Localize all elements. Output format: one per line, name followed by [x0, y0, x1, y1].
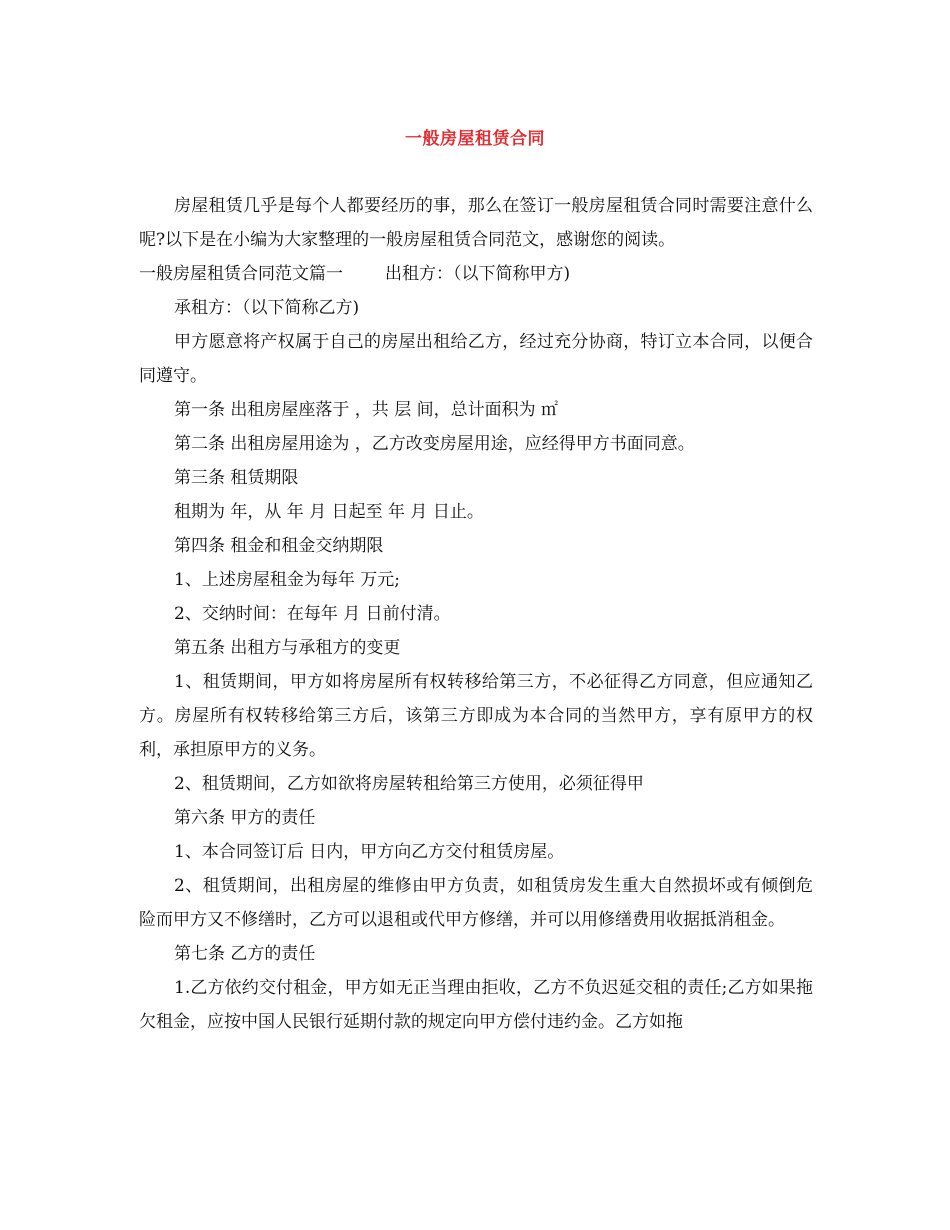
paragraph-article-6: 第六条 甲方的责任 — [174, 808, 316, 828]
paragraph-article-1: 第一条 出租房屋座落于 ，共 层 间，总计面积为 ㎡ — [174, 400, 559, 420]
paragraph-article-3: 第三条 租赁期限 — [174, 468, 299, 488]
paragraph-rent-amount: 1、上述房屋租金为每年 万元; — [174, 570, 400, 590]
paragraph-article-2: 第二条 出租房屋用途为 ，乙方改变房屋用途，应经得甲方书面同意。 — [174, 434, 695, 454]
lessor-label: 出租方：（以下简称甲方) — [385, 264, 571, 284]
intro-paragraph: 房屋租赁几乎是每个人都要经历的事，那么在签订一般房屋租赁合同时需要注意什么呢?以下是在小编为大家整理的一般房屋租赁合同范文，感谢您的阅读。 — [139, 196, 813, 250]
article-heading: 一般房屋租赁合同范文篇一 — [139, 264, 343, 284]
paragraph-transfer-ownership: 1、租赁期间，甲方如将房屋所有权转移给第三方，不必征得乙方同意，但应通知乙方。房屋所有权转移给第三方后，该第三方即成为本合同的当然甲方，享有原甲方的权利，承担原甲方的义务。 — [139, 672, 813, 760]
paragraph-rent-obligation: 1.乙方依约交付租金，甲方如无正当理由拒收，乙方不负迟延交租的责任;乙方如果拖欠租金，应按中国人民银行延期付款的规定向甲方偿付违约金。乙方如拖 — [139, 978, 813, 1032]
paragraph-article-7: 第七条 乙方的责任 — [174, 944, 316, 964]
paragraph-article-5: 第五条 出租方与承租方的变更 — [174, 638, 401, 658]
paragraph-article-4: 第四条 租金和租金交纳期限 — [174, 536, 384, 556]
paragraph-delivery: 1、本合同签订后 日内，甲方向乙方交付租赁房屋。 — [174, 842, 565, 862]
paragraph-term: 租期为 年，从 年 月 日起至 年 月 日止。 — [174, 502, 484, 522]
document-body — [139, 189, 813, 1039]
paragraph-payment-time: 2、交纳时间：在每年 月 日前付清。 — [174, 604, 451, 624]
paragraph-repair: 2、租赁期间，出租房屋的维修由甲方负责，如租赁房发生重大自然损坏或有倾倒危险而甲方又不修缮时，乙方可以退租或代甲方修缮，并可以用修缮费用收据抵消租金。 — [139, 876, 813, 930]
heading-line — [139, 257, 813, 291]
document-title: 一般房屋租赁合同 — [405, 129, 545, 149]
paragraph-lessee: 承租方：（以下简称乙方) — [174, 298, 360, 318]
paragraph-sublease: 2、租赁期间，乙方如欲将房屋转租给第三方使用，必须征得甲 — [174, 774, 644, 794]
paragraph-agreement: 甲方愿意将产权属于自己的房屋出租给乙方，经过充分协商，特订立本合同，以便合同遵守。 — [139, 332, 813, 386]
